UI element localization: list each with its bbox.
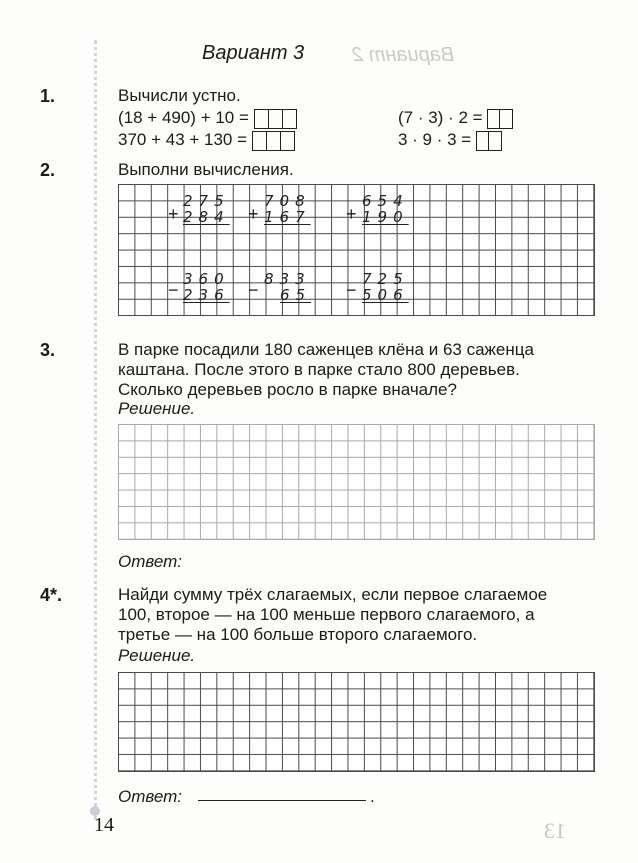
plus-sign: + <box>168 204 179 224</box>
task3-line1: В парке посадили 180 саженцев клёна и 63 саженца <box>118 340 534 359</box>
task1-row2-right <box>398 130 502 151</box>
task4-answer-period: . <box>370 787 375 806</box>
task2-number: 2. <box>40 160 56 180</box>
minuend: 725 <box>362 270 409 288</box>
task1-row1-left <box>118 108 297 129</box>
task1-row1-right <box>398 108 513 129</box>
addend-top: 275 <box>183 192 230 210</box>
minus-sign: − <box>248 280 259 300</box>
minuend: 360 <box>183 270 230 288</box>
task3-line2: каштана. После этого в парке стало 800 деревьев. <box>118 360 520 379</box>
addend-top: 708 <box>264 192 311 210</box>
addend-bottom: 167 <box>264 208 311 226</box>
expression: (18 + 490) + 10 = <box>118 108 249 127</box>
task4-answer-line[interactable] <box>198 800 366 801</box>
ghost-page-number: 13 <box>544 818 566 843</box>
task4-number: 4*. <box>40 585 63 605</box>
task3-solution-label: Решение. <box>118 399 196 418</box>
task1-instruction: Вычисли устно. <box>118 86 241 105</box>
task3-solution-grid[interactable] <box>118 424 595 540</box>
addend-top: 654 <box>362 192 409 210</box>
variant-title: Вариант 3 <box>202 42 305 64</box>
addend-bottom: 190 <box>362 208 409 226</box>
task4-answer-label: Ответ: <box>118 787 183 806</box>
answer-box-3digit[interactable] <box>252 131 295 151</box>
task4-line3: третье — на 100 больше второго слагаемого. <box>118 625 478 644</box>
minuend: 833 <box>264 270 311 288</box>
margin-dotted-line <box>94 40 97 820</box>
task4-solution-label: Решение. <box>118 646 196 665</box>
answer-box-3digit[interactable] <box>254 109 297 129</box>
page-number: 14 <box>94 814 114 836</box>
task4-line2: 100, второе — на 100 меньше первого слагаемого, а <box>118 605 535 624</box>
task1-number: 1. <box>40 86 56 106</box>
addend-bottom: 284 <box>183 208 230 226</box>
task3-number: 3. <box>40 340 56 360</box>
task4-line1: Найди сумму трёх слагаемых, если первое слагаемое <box>118 585 548 604</box>
minus-sign: − <box>168 280 179 300</box>
plus-sign: + <box>346 204 357 224</box>
task1-row2-left <box>118 130 295 151</box>
task3-line3: Сколько деревьев росло в парке вначале? <box>118 380 457 399</box>
task4-solution-grid[interactable] <box>118 672 595 772</box>
expression: (7 · 3) · 2 = <box>398 108 483 127</box>
plus-sign: + <box>248 204 259 224</box>
task3-answer-label: Ответ: <box>118 552 183 571</box>
subtrahend: 236 <box>183 286 230 304</box>
answer-box-2digit[interactable] <box>487 109 513 129</box>
expression: 3 · 9 · 3 = <box>398 130 472 149</box>
subtrahend: 506 <box>362 286 409 304</box>
subtrahend: 65 <box>280 286 312 304</box>
expression: 370 + 43 + 130 = <box>118 130 248 149</box>
minus-sign: − <box>346 280 357 300</box>
answer-box-2digit[interactable] <box>476 131 502 151</box>
task2-instruction: Выполни вычисления. <box>118 160 294 179</box>
ghost-variant-title: Вариант 2 <box>352 44 455 66</box>
